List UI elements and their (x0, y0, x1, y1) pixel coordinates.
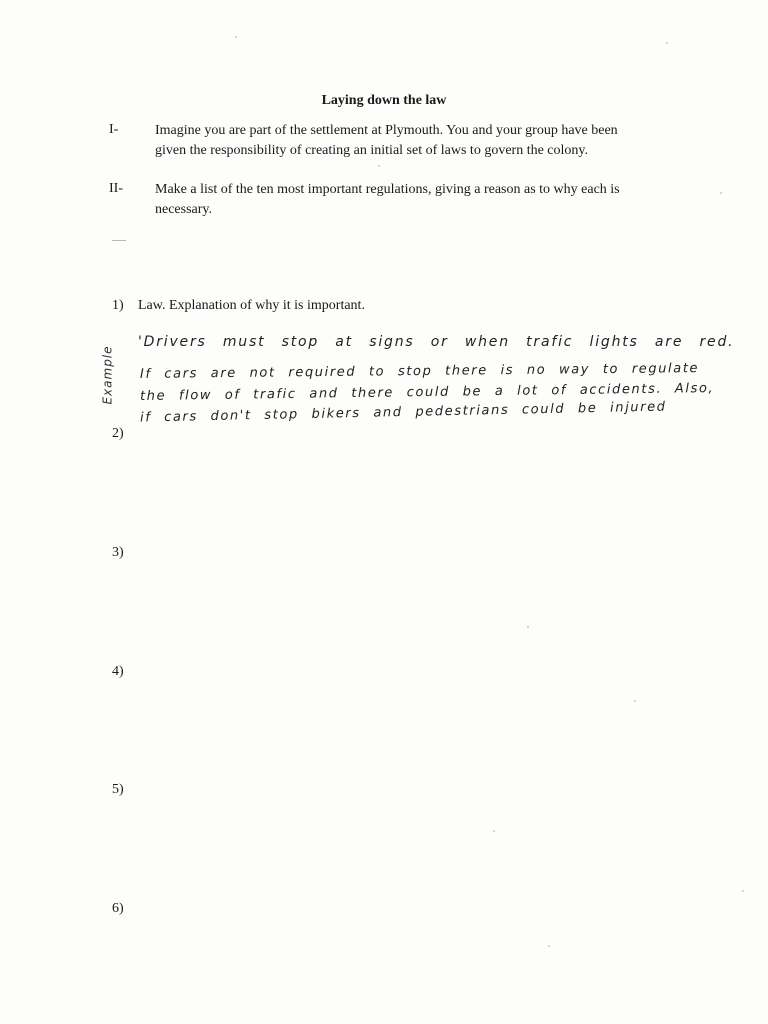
section-text-2 (155, 180, 655, 220)
entry-number-3: 3) (112, 545, 124, 560)
scan-speck (527, 626, 529, 628)
scan-speck (235, 36, 237, 38)
entry-number-2: 2) (112, 426, 124, 441)
example-side-label: Example (100, 345, 115, 405)
section-marker-1: I- (109, 122, 119, 137)
entry-number-5: 5) (112, 782, 124, 797)
section-2-line-2: necessary. (155, 202, 213, 217)
scan-speck (720, 192, 722, 194)
stray-mark (112, 240, 126, 241)
entry-number-4: 4) (112, 664, 124, 679)
scan-speck (742, 890, 744, 892)
scan-speck (634, 700, 636, 702)
section-1-line-1: Imagine you are part of the settlement at Plymouth. You and your group have been (155, 123, 618, 138)
handwritten-law: 'Drivers must stop at signs or when trafic lights are red. (138, 334, 735, 350)
section-1-line-2: given the responsibility of creating an initial set of laws to govern the colony. (155, 143, 588, 158)
section-text-1 (155, 121, 655, 161)
scan-speck (548, 945, 550, 947)
scan-speck (493, 830, 495, 832)
scan-speck (378, 165, 380, 167)
handwritten-explanation-line-1: If cars are not required to stop there is no way to regulate (139, 361, 700, 382)
entry-number-6: 6) (112, 901, 124, 916)
section-2-line-1: Make a list of the ten most important regulations, giving a reason as to why each is (155, 182, 620, 197)
section-marker-2: II- (109, 181, 123, 196)
entry-number-1: 1) (112, 298, 124, 313)
worksheet-title: Laying down the law (321, 93, 447, 108)
scan-speck (666, 42, 668, 44)
handwritten-explanation-line-3: if cars don't stop bikers and pedestrians could be injured (139, 399, 667, 426)
entry-header: Law. Explanation of why it is important. (138, 298, 365, 313)
handwritten-explanation-line-2: the flow of trafic and there could be a lot of accidents. Also, (139, 380, 715, 405)
